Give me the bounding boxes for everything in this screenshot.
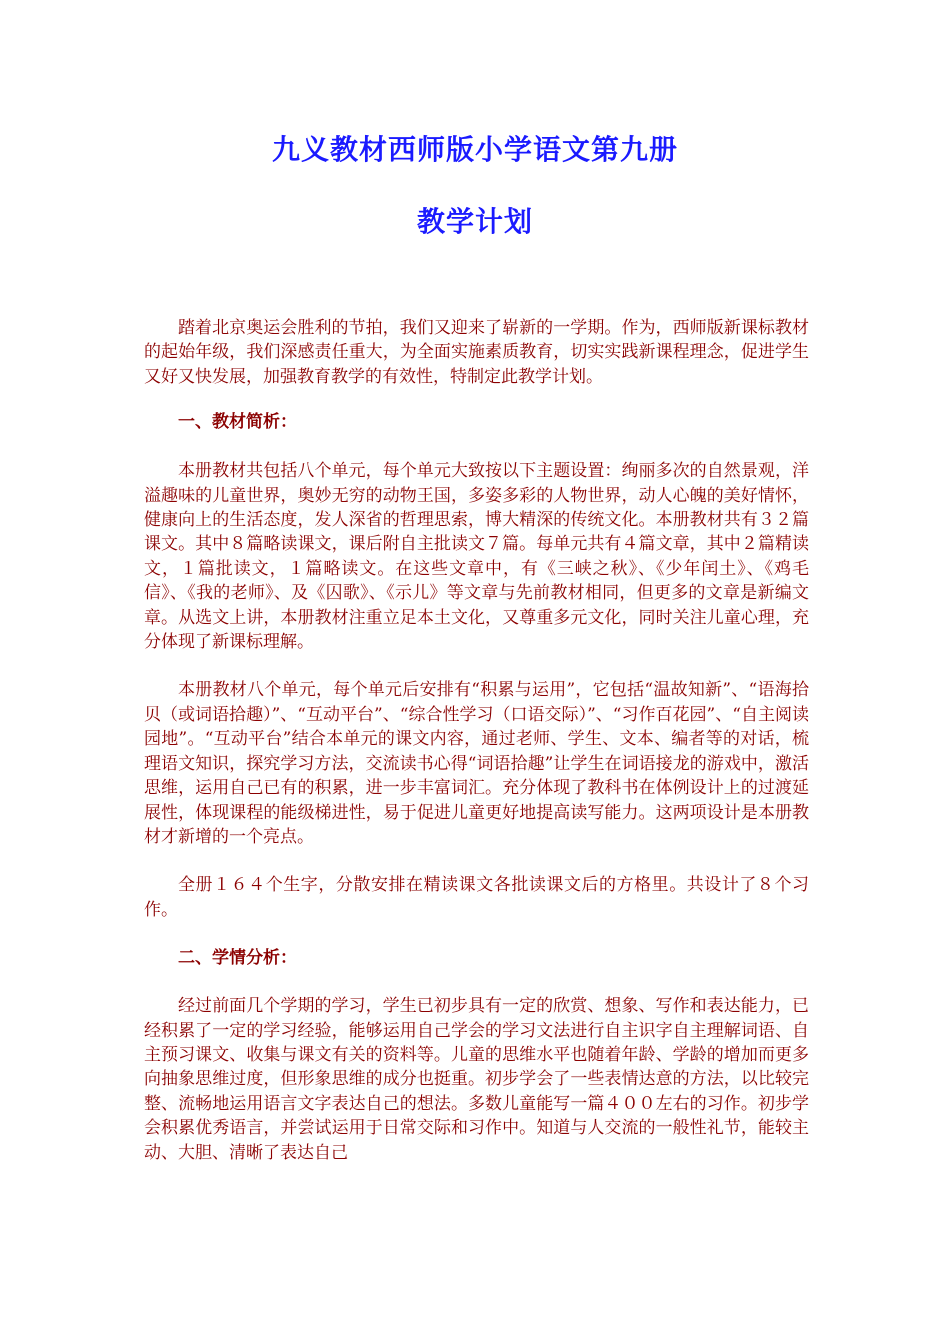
document-title: 九义教材西师版小学语文第九册 (271, 133, 678, 166)
textbook-paragraph-3: 全册１６４个生字，分散安排在精读课文各批读课文后的方格里。共设计了８个习作。 (144, 875, 809, 920)
section-heading-student-analysis: 二、学情分析： (178, 948, 297, 969)
section-heading-textbook-analysis: 一、教材简析： (178, 412, 297, 433)
document-body (144, 316, 809, 1165)
document-subtitle: 教学计划 (416, 205, 533, 238)
student-paragraph-1: 经过前面几个学期的学习，学生已初步具有一定的欣赏、想象、写作和表达能力，已经积累了一定的学习经验，能够运用自己学会的学习文法进行自主识字自主理解词语、自主预习课文、收集与课文有关的资料等。儿童的思维水平也随着年龄、学龄的增加而更多向抽象思维过度，但形象思维的成分也挺重。初步学会了一些表情达意的方法，以比较完整、流畅地运用语言文字表达自己的想法。多数儿童能写一篇４００左右的习作。初步学会积累优秀语言，并尝试运用于日常交际和习作中。知道与人交流的一般性礼节，能较主动、大胆、清晰了表达自己 (144, 996, 809, 1163)
intro-paragraph: 踏着北京奥运会胜利的节拍，我们又迎来了崭新的一学期。作为，西师版新课标教材的起始年级，我们深感责任重大，为全面实施素质教育，切实实践新课程理念，促进学生又好又快发展，加强教育教学的有效性，特制定此教学计划。 (144, 318, 809, 387)
textbook-paragraph-2: 本册教材八个单元，每个单元后安排有“积累与运用”，它包括“温故知新”、“语海拾贝（或词语拾趣）”、“互动平台”、“综合性学习（口语交际）”、“习作百花园”、“自主阅读园地”。“互动平台”结合本单元的课文内容，通过老师、学生、文本、编者等的对话，梳理语文知识，探究学习方法，交流读书心得“词语拾趣”让学生在词语接龙的游戏中，激活思维，运用自己已有的积累，进一步丰富词汇。充分体现了教科书在体例设计上的过渡延展性，体现课程的能级梯进性，易于促进儿童更好地提高读写能力。这两项设计是本册教材才新增的一个亮点。 (144, 680, 809, 847)
textbook-paragraph-1: 本册教材共包括八个单元，每个单元大致按以下主题设置：绚丽多次的自然景观，洋溢趣味的儿童世界，奥妙无穷的动物王国，多姿多彩的人物世界，动人心魄的美好情怀，健康向上的生活态度，发人深省的哲理思索，博大精深的传统文化。本册教材共有３２篇课文。其中８篇略读课文，课后附自主批读文７篇。每单元共有４篇文章，其中２篇精读文，１篇批读文，１篇略读文。在这些文章中，有《三峡之秋》、《少年闰土》、《鸡毛信》、《我的老师》、及《囚歌》、《示儿》等文章与先前教材相同，但更多的文章是新编文章。从选文上讲，本册教材注重立足本土文化，又尊重多元文化，同时关注儿童心理，充分体现了新课标理解。 (144, 461, 809, 653)
